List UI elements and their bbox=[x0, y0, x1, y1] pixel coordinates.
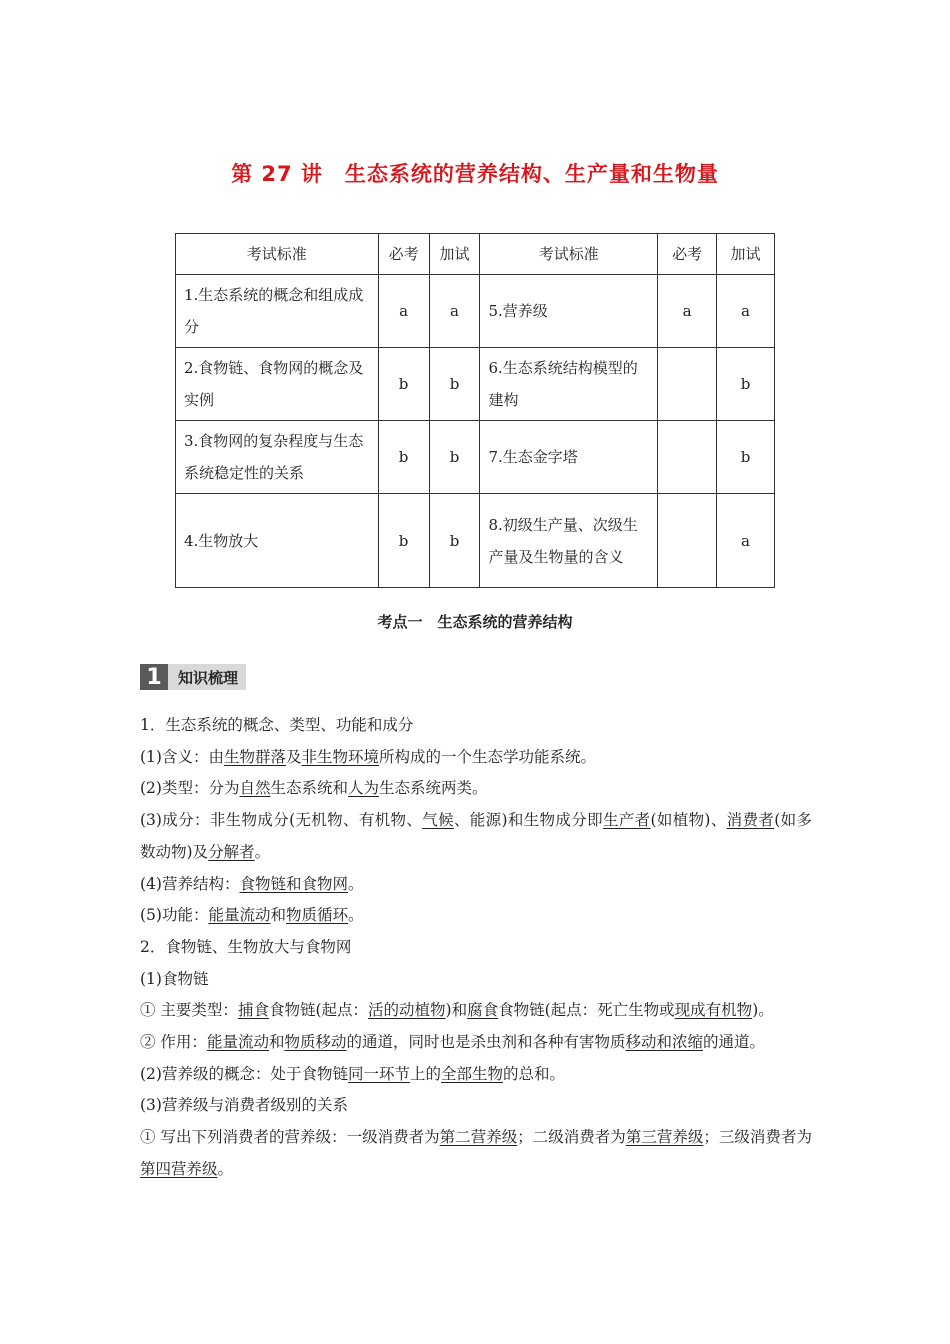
table-cell: a bbox=[658, 275, 717, 348]
answer-blank: 第四营养级 bbox=[140, 1159, 218, 1178]
badge-label: 知识梳理 bbox=[178, 668, 239, 687]
table-cell: b bbox=[717, 421, 775, 494]
answer-blank: 能量流动 bbox=[206, 1033, 269, 1052]
answer-blank: 移动和浓缩 bbox=[625, 1033, 704, 1052]
text-segment: 和 bbox=[268, 1033, 285, 1052]
table-cell: a bbox=[717, 494, 775, 588]
knowledge-review-badge bbox=[140, 664, 246, 690]
text-segment: 和 bbox=[270, 906, 286, 925]
table-cell: a bbox=[378, 275, 429, 348]
body-line bbox=[140, 1122, 812, 1185]
table-header: 必考 bbox=[658, 234, 717, 275]
body-line bbox=[140, 932, 812, 964]
answer-blank: 分解者 bbox=[208, 842, 255, 861]
knowledge-body bbox=[140, 710, 812, 1186]
text-segment: (1)食物链 bbox=[140, 969, 209, 988]
table-cell: b bbox=[429, 494, 480, 588]
table-cell: 6.生态系统结构模型的建构 bbox=[480, 348, 658, 421]
table-cell: b bbox=[378, 494, 429, 588]
text-segment: (5)功能： bbox=[140, 906, 209, 925]
body-line bbox=[140, 964, 812, 996]
text-segment: 及 bbox=[285, 747, 302, 766]
table-header: 考试标准 bbox=[176, 234, 379, 275]
text-segment: 的通道，同时也是杀虫剂和各种有害物质 bbox=[346, 1033, 626, 1052]
answer-blank: 生物群落 bbox=[223, 747, 286, 766]
text-segment: ① 写出下列消费者的营养级：一级消费者为 bbox=[140, 1128, 440, 1147]
body-line bbox=[140, 869, 812, 901]
body-line bbox=[140, 1090, 812, 1122]
text-segment: 。 bbox=[254, 842, 271, 861]
body-line bbox=[140, 1027, 812, 1059]
table-cell bbox=[658, 348, 717, 421]
table-header: 考试标准 bbox=[480, 234, 658, 275]
answer-blank: 能量流动 bbox=[208, 906, 271, 925]
text-segment: (2)类型：分为 bbox=[140, 779, 240, 798]
text-segment: ① 主要类型： bbox=[140, 1001, 238, 1020]
table-cell: 5.营养级 bbox=[480, 275, 658, 348]
answer-blank: 物质移动 bbox=[284, 1033, 347, 1052]
table-cell: 7.生态金字塔 bbox=[480, 421, 658, 494]
table-header-row bbox=[176, 234, 775, 275]
text-segment: ；二级消费者为 bbox=[517, 1128, 626, 1147]
text-segment: (3)成分：非生物成分(无机物、有机物、 bbox=[140, 811, 423, 830]
answer-blank: 全部生物 bbox=[441, 1064, 504, 1083]
table-cell bbox=[658, 494, 717, 588]
table-cell: 4.生物放大 bbox=[176, 494, 379, 588]
table-cell: 3.食物网的复杂程度与生态系统稳定性的关系 bbox=[176, 421, 379, 494]
body-line bbox=[140, 1059, 812, 1091]
table-header: 加试 bbox=[429, 234, 480, 275]
table-row bbox=[176, 275, 775, 348]
text-segment: )。 bbox=[752, 1001, 774, 1020]
body-line bbox=[140, 710, 812, 742]
text-segment: 1．生态系统的概念、类型、功能和成分 bbox=[140, 716, 414, 734]
body-line bbox=[140, 773, 812, 805]
answer-blank: 自然 bbox=[239, 779, 271, 798]
table-cell: b bbox=[429, 348, 480, 421]
body-line bbox=[140, 805, 812, 868]
text-segment: 食物链(起点： bbox=[268, 1001, 369, 1020]
answer-blank: 气候 bbox=[422, 811, 454, 830]
table-cell: 2.食物链、食物网的概念及实例 bbox=[176, 348, 379, 421]
table-cell bbox=[658, 421, 717, 494]
answer-blank: 腐食 bbox=[467, 1001, 499, 1020]
table-cell: b bbox=[378, 421, 429, 494]
answer-blank: 生产者 bbox=[602, 811, 651, 830]
table-row bbox=[176, 421, 775, 494]
text-segment: 上的 bbox=[409, 1064, 441, 1083]
text-segment: 、能源)和生物成分即 bbox=[453, 811, 603, 830]
table-cell: a bbox=[717, 275, 775, 348]
answer-blank: 现成有机物 bbox=[674, 1001, 753, 1020]
text-segment: ；三级消费者为 bbox=[703, 1128, 812, 1147]
text-segment: 的总和。 bbox=[503, 1064, 566, 1083]
table-header: 加试 bbox=[717, 234, 775, 275]
text-segment: (1)含义：由 bbox=[140, 747, 224, 766]
answer-blank: 非生物环境 bbox=[301, 747, 380, 766]
text-segment: (4)营养结构： bbox=[140, 874, 240, 893]
text-segment: 。 bbox=[217, 1159, 234, 1178]
text-segment: 。 bbox=[348, 906, 364, 925]
text-segment: 的通道。 bbox=[703, 1033, 766, 1052]
table-cell: 1.生态系统的概念和组成成分 bbox=[176, 275, 379, 348]
body-line bbox=[140, 900, 812, 932]
text-segment: (如多数动物)及 bbox=[140, 811, 812, 861]
text-segment: 食物链(起点：死亡生物或 bbox=[498, 1001, 675, 1020]
page-title: 第 27 讲 生态系统的营养结构、生产量和生物量 bbox=[231, 162, 719, 186]
answer-blank: 第三营养级 bbox=[625, 1128, 704, 1147]
badge-number: 1 bbox=[140, 664, 168, 690]
text-segment: )和 bbox=[445, 1001, 468, 1020]
section-title: 考点一 生态系统的营养结构 bbox=[377, 613, 573, 631]
table-row bbox=[176, 494, 775, 588]
answer-blank: 人为 bbox=[348, 779, 380, 798]
body-line bbox=[140, 742, 812, 774]
text-segment: 。 bbox=[347, 874, 364, 893]
table-cell: b bbox=[717, 348, 775, 421]
answer-blank: 同一环节 bbox=[347, 1064, 410, 1083]
text-segment: ② 作用： bbox=[140, 1033, 207, 1052]
table-cell: b bbox=[378, 348, 429, 421]
answer-blank: 消费者 bbox=[726, 811, 775, 830]
exam-standards-table bbox=[175, 233, 775, 588]
text-segment: 生态系统两类。 bbox=[379, 779, 488, 798]
text-segment: (2)营养级的概念：处于食物链 bbox=[140, 1064, 348, 1083]
answer-blank: 物质循环 bbox=[286, 906, 349, 925]
answer-blank: 捕食 bbox=[237, 1001, 269, 1020]
text-segment: (3)营养级与消费者级别的关系 bbox=[140, 1096, 348, 1115]
table-cell: 8.初级生产量、次级生产量及生物量的含义 bbox=[480, 494, 658, 588]
answer-blank: 食物链和食物网 bbox=[239, 874, 348, 893]
text-segment: (如植物)、 bbox=[650, 811, 727, 830]
table-cell: a bbox=[429, 275, 480, 348]
text-segment: 生态系统和 bbox=[270, 779, 348, 798]
table-header: 必考 bbox=[378, 234, 429, 275]
answer-blank: 第二营养级 bbox=[439, 1128, 518, 1147]
text-segment: 所构成的一个生态学功能系统。 bbox=[379, 747, 597, 766]
text-segment: 2．食物链、生物放大与食物网 bbox=[140, 937, 352, 956]
table-cell: b bbox=[429, 421, 480, 494]
answer-blank: 活的动植物 bbox=[368, 1001, 446, 1020]
body-line bbox=[140, 995, 812, 1027]
table-row bbox=[176, 348, 775, 421]
